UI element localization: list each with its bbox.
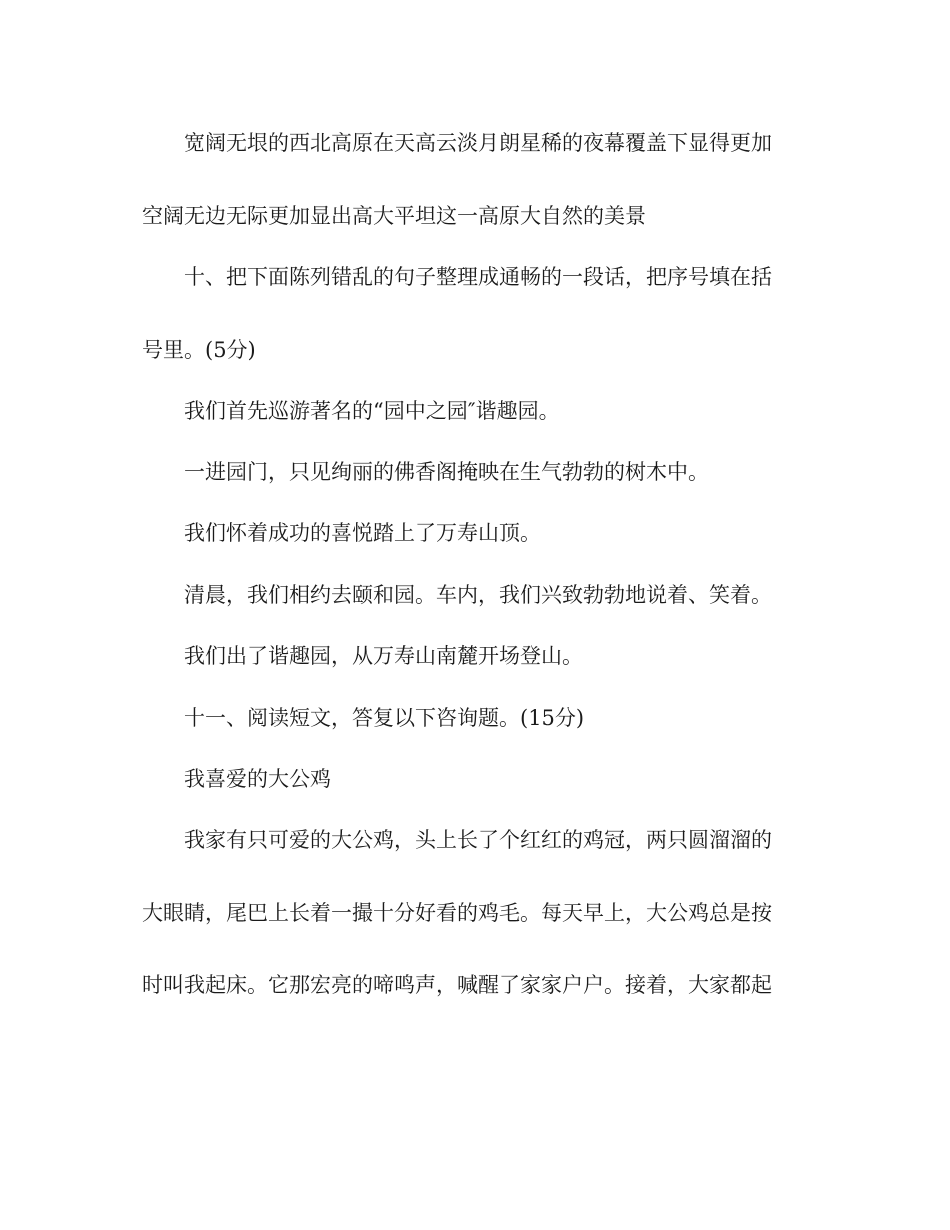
question-10-heading-cont: 号里。(5分) (142, 338, 256, 362)
sentence-item: 清晨，我们相约去颐和园。车内，我们兴致勃勃地说着、笑着。 (184, 583, 772, 607)
paragraph-line: 空阔无边无际更加显出高大平坦这一高原大自然的美景 (142, 204, 646, 228)
sentence-item: 我们出了谐趣园，从万寿山南麓开场登山。 (184, 644, 583, 668)
sentence-item: 我们首先巡游著名的“园中之园″谐趣园。 (184, 399, 560, 423)
paragraph-line: 宽阔无垠的西北高原在天高云淡月朗星稀的夜幕覆盖下显得更加 (184, 131, 772, 155)
question-10-heading: 十、把下面陈列错乱的句子整理成通畅的一段话，把序号填在括 (184, 265, 772, 289)
passage-title: 我喜爱的大公鸡 (184, 767, 331, 791)
passage-line: 大眼睛，尾巴上长着一撮十分好看的鸡毛。每天早上，大公鸡总是按 (142, 901, 772, 925)
sentence-item: 一进园门，只见绚丽的佛香阁掩映在生气勃勃的树木中。 (184, 460, 709, 484)
passage-line: 时叫我起床。它那宏亮的啼鸣声，喊醒了家家户户。接着，大家都起 (142, 973, 772, 997)
sentence-item: 我们怀着成功的喜悦踏上了万寿山顶。 (184, 521, 541, 545)
passage-line: 我家有只可爱的大公鸡，头上长了个红红的鸡冠，两只圆溜溜的 (184, 828, 772, 852)
question-11-heading: 十一、阅读短文，答复以下咨询题。(15分) (184, 706, 585, 730)
